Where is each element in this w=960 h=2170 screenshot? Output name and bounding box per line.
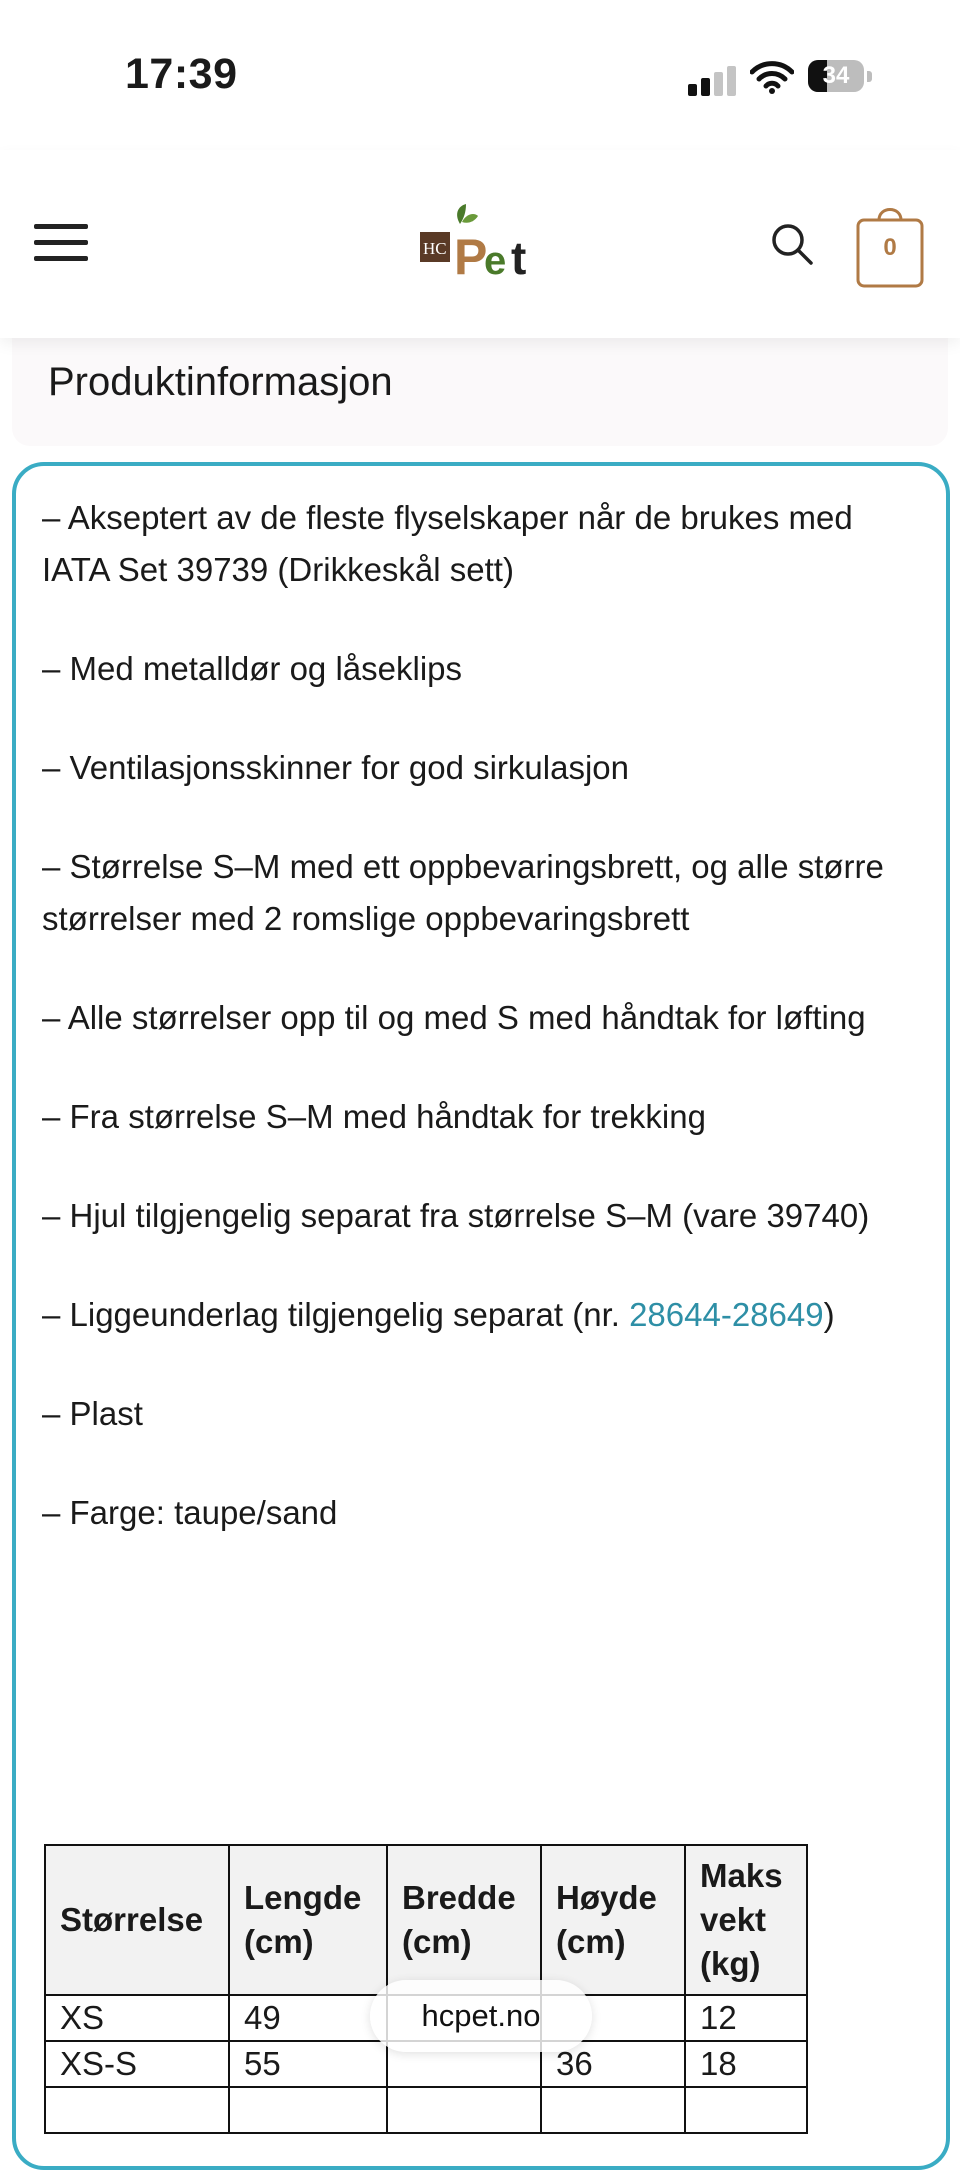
section-title: Produktinformasjon (48, 360, 393, 404)
mat-product-link[interactable]: 28644-28649 (629, 1296, 824, 1333)
table-cell: 36 (541, 2041, 685, 2087)
browser-address-bar[interactable] (370, 1980, 592, 2052)
product-info-panel (12, 462, 950, 2170)
column-header: Høyde (cm) (541, 1845, 685, 1995)
table-cell: 12 (685, 1995, 807, 2041)
info-item: – Hjul tilgjengelig separat fra størrelse S–M (vare 39740) (42, 1197, 870, 1234)
battery-level: 34 (822, 62, 850, 89)
table-cell: XS (45, 1995, 229, 2041)
svg-text:e: e (484, 239, 507, 282)
info-item: – Ventilasjonsskinner for god sirkulasjon (42, 749, 629, 786)
info-item: – Med metalldør og låseklips (42, 650, 463, 687)
info-item-text: ) (823, 1296, 835, 1333)
column-header: Lengde (cm) (229, 1845, 387, 1995)
product-info-list (42, 492, 922, 1586)
url-text: hcpet.no (421, 1998, 541, 2033)
cart-icon[interactable] (855, 198, 925, 288)
info-item: – Farge: taupe/sand (42, 1494, 338, 1531)
table-cell: XS-S (45, 2041, 229, 2087)
table-cell (387, 2087, 541, 2133)
info-item (42, 1289, 922, 1341)
table-cell (541, 2087, 685, 2133)
hamburger-menu-icon[interactable] (34, 220, 90, 264)
info-item: – Fra størrelse S–M med håndtak for trekking (42, 1098, 706, 1135)
info-item: – Størrelse S–M med ett oppbevaringsbrett, og alle større størrelser med 2 romslige oppbevaringsbrett (42, 848, 884, 937)
column-header: Bredde (cm) (387, 1845, 541, 1995)
section-header[interactable] (12, 338, 948, 446)
search-icon[interactable] (770, 222, 814, 266)
status-bar (0, 0, 960, 150)
table-cell (45, 2087, 229, 2133)
table-cell (229, 2087, 387, 2133)
column-header: Størrelse (45, 1845, 229, 1995)
info-item: – Plast (42, 1395, 143, 1432)
column-header: Maks vekt (kg) (685, 1845, 807, 1995)
wifi-icon (750, 60, 794, 94)
site-header (0, 150, 960, 338)
site-logo[interactable] (418, 202, 544, 282)
svg-text:HC: HC (423, 239, 447, 258)
info-item: – Akseptert av de fleste flyselskaper når de brukes med IATA Set 39739 (Drikkeskål sett) (42, 499, 853, 588)
info-item-text: – Liggeunderlag tilgjengelig separat (nr. (42, 1296, 630, 1333)
table-row (45, 2087, 807, 2133)
table-cell: 55 (229, 2041, 387, 2087)
battery-icon (808, 60, 872, 94)
table-cell: 18 (685, 2041, 807, 2087)
table-cell (685, 2087, 807, 2133)
svg-text:t: t (511, 232, 527, 282)
status-time: 17:39 (125, 50, 238, 98)
cart-count: 0 (883, 234, 897, 261)
svg-text:P: P (454, 229, 488, 282)
cellular-signal-icon (688, 66, 736, 96)
table-cell: 49 (229, 1995, 387, 2041)
table-header-row (45, 1845, 807, 1995)
info-item: – Alle størrelser opp til og med S med håndtak for løfting (42, 999, 866, 1036)
